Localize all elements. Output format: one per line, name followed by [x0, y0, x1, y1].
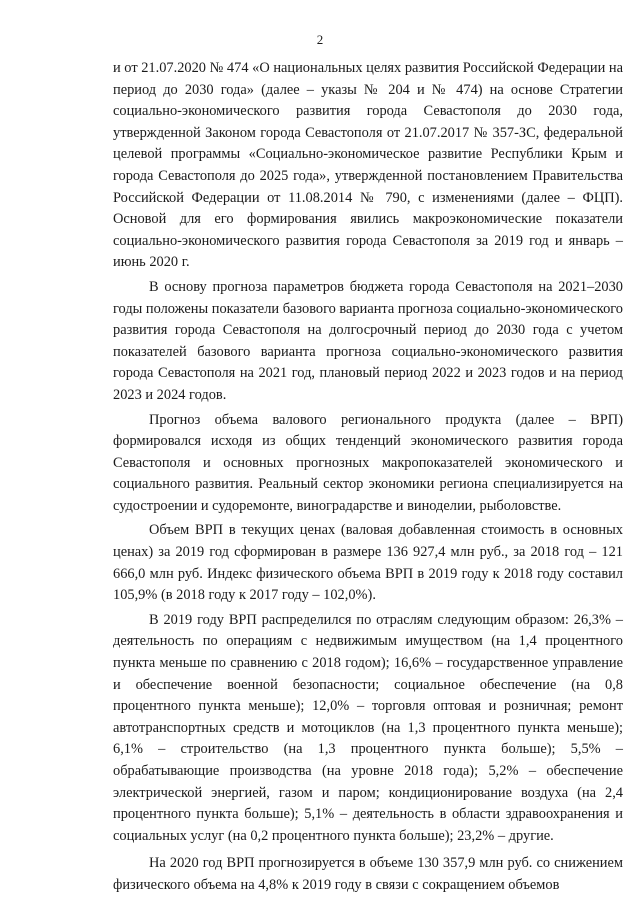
paragraph-grp-2020: На 2020 год ВРП прогнозируется в объеме 130 357,9 млн руб. со снижением физического объема на 4,8% к 2019 году в связи с сокращением объемов — [113, 855, 623, 893]
paragraph-grp-sectors: В 2019 году ВРП распределился по отраслям следующим образом: 26,3% – деятельность по операциям с недвижимым имуществом (на 1,4 процентного пункта меньше по сравнению с 2018 годом); 16,6% – государственное управление и обеспечение военной безопасности; социальное обеспечение (на 0,8 процентного пункта меньше); 12,0% – торговля оптовая и розничная; ремонт автотранспортных средств и мотоциклов (на 1,3 процентного пункта меньше); 6,1% – строительство (на 1,3 процентного пункта больше); 5,5% – обрабатывающие производства (на уровне 2018 года); 5,2% – обеспечение электрической энергией, газом и паром; кондиционирование воздуха (на 2,4 процентного пункта больше); 5,1% – деятельность в области здравоохранения и социальных услуг (на 0,2 процентного пункта больше); 23,2% – другие. — [113, 611, 623, 844]
page-number: 2 — [316, 32, 324, 47]
paragraph-strategy-basis: и от 21.07.2020 № 474 «О национальных целях развития Российской Федерации на период до 2030 года» (далее – указы № 204 и № 474) на основе Стратегии социально-экономического развития города Севастополя до 2030 года, утвержденной Законом города Севастополя от 21.07.2017 № 357-ЗС, федеральной целевой программы «Социально-экономическое развитие Республики Крым и города Севастополя до 2025 года», утвержденной постановлением Правительства Российской Федерации от 11.08.2014 № 790, с изменениями (далее – ФЦП). Основой для его формирования явились макроэкономические показатели социально-экономического развития города Севастополя за 2019 год и январь – июнь 2020 г. — [113, 60, 623, 271]
paragraph-grp-volume: Объем ВРП в текущих ценах (валовая добавленная стоимость в основных ценах) за 2019 год сформирован в размере 136 927,4 млн руб., за 2018 год – 121 666,0 млн руб. Индекс физического объема ВРП в 2019 году к 2018 году составил 105,9% (в 2018 году к 2017 году – 102,0%). — [113, 522, 623, 604]
paragraph-grp-forecast: Прогноз объема валового регионального продукта (далее – ВРП) формировался исходя из общих тенденций экономического развития города Севастополя и основных прогнозных макропоказателей экономического и социального развития. Реальный сектор экономики региона специализируется на судостроении и судоремонте, виноградарстве и виноделии, рыболовстве. — [113, 411, 623, 514]
paragraph-budget-forecast: В основу прогноза параметров бюджета города Севастополя на 2021–2030 годы положены показатели базового варианта прогноза социально-экономического развития города Севастополя на долгосрочный период до 2030 года с учетом показателей базового варианта прогноза социально-экономического развития города Севастополя на 2021 год, плановый период 2022 и 2023 годов и на период 2023 и 2024 годов. — [113, 278, 623, 403]
document-body — [113, 58, 623, 900]
